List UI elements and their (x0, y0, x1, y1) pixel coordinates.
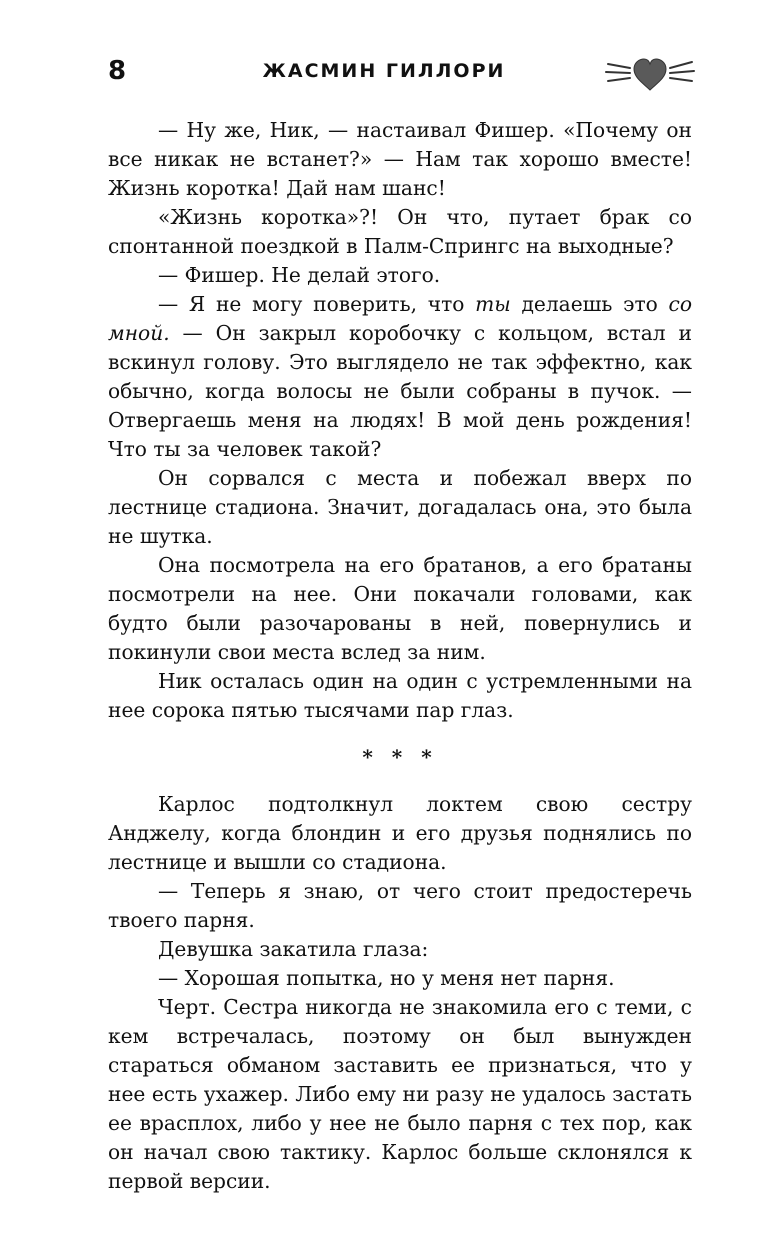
paragraph: «Жизнь коротка»?! Он что, путает брак со спонтанной поездкой в Палм-Спрингс на выходные? (108, 205, 692, 258)
paragraph: Она посмотрела на его братанов, а его братаны посмотрели на нее. Они покачали головами, как будто были разочарованы в ней, повернулись и покинули свои места вслед за ним. (108, 553, 692, 664)
page-header (0, 0, 768, 110)
paragraph: Ник осталась один на один с устремленными на нее сорока пятью тысячами пар глаз. (108, 669, 692, 722)
paragraph: Он сорвался с места и побежал вверх по лестнице стадиона. Значит, догадалась она, это была не шутка. (108, 466, 692, 548)
paragraph: Карлос подтолкнул локтем свою сестру Анджелу, когда блондин и его друзья поднялись по лестнице и вышли со стадиона. (108, 792, 692, 874)
emphasis-text: ты (475, 292, 511, 316)
heart-icon (604, 50, 696, 96)
paragraph-with-emphasis (108, 290, 692, 464)
paragraph-text: делаешь это (510, 292, 669, 316)
paragraph: Девушка закатила глаза: (158, 937, 429, 961)
paragraph: Черт. Сестра никогда не знакомила его с теми, с кем встречалась, поэтому он был вынужден стараться обманом заставить ее признаться, что у нее есть ухажер. Либо ему ни разу не удалось застать ее врасплох, либо у нее не было парня с тех пор, как он начал свою тактику. Карлос больше склонялся к первой версии. (108, 995, 692, 1193)
page-number: 8 (108, 56, 128, 86)
paragraph: — Хорошая попытка, но у меня нет парня. (158, 966, 615, 990)
running-title: ЖАСМИН ГИЛЛОРИ (262, 60, 506, 82)
body-text (108, 116, 692, 1196)
paragraph: — Теперь я знаю, от чего стоит предостеречь твоего парня. (108, 879, 692, 932)
paragraph: — Фишер. Не делай этого. (158, 263, 441, 287)
paragraph-text: — Я не могу поверить, что (158, 292, 476, 316)
paragraph-text: — Он закрыл коробочку с кольцом, встал и вскинул голову. Это выглядело не так эффектно, как обычно, когда волосы не были собраны в пучок. — Отвергаешь меня на людях! В мой день рождения! Что ты за человек такой? (108, 321, 692, 461)
emphasis-text: со мной. (108, 292, 692, 345)
section-break: * * * (362, 745, 438, 769)
paragraph: — Ну же, Ник, — настаивал Фишер. «Почему он все никак не встанет?» — Нам так хорошо вместе! Жизнь коротка! Дай нам шанс! (108, 118, 692, 200)
